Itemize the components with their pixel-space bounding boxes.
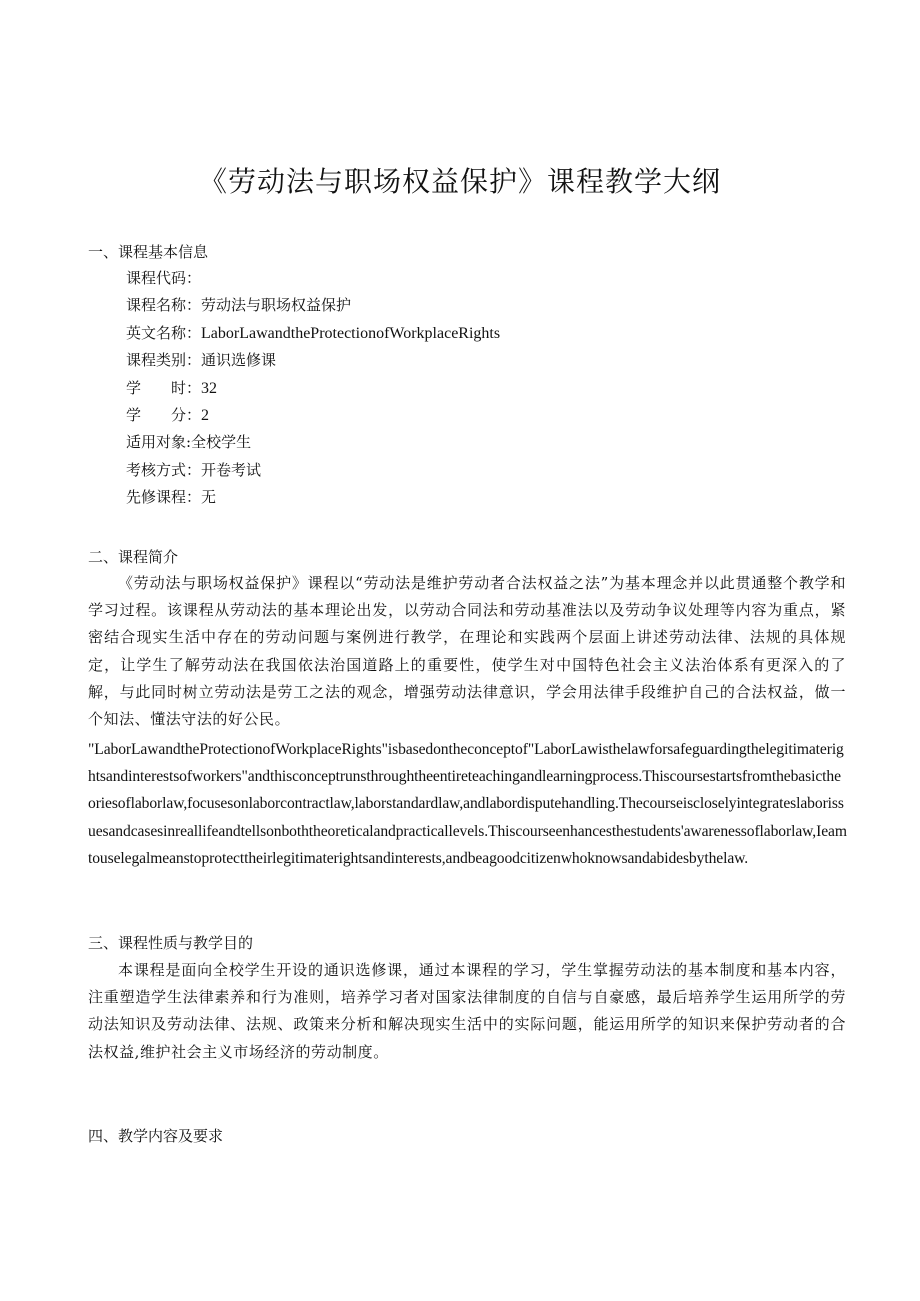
section-heading-nature: 三、课程性质与教学目的 xyxy=(88,934,254,952)
info-row-credits xyxy=(126,404,500,431)
info-label: 英文名称： xyxy=(126,323,202,342)
info-value: 32 xyxy=(201,379,218,397)
info-row-course-code xyxy=(126,267,500,294)
info-value: 无 xyxy=(201,488,217,507)
info-label: 课程类别： xyxy=(126,351,202,370)
info-value: 开卷考试 xyxy=(201,460,262,479)
info-row-course-type xyxy=(126,349,500,376)
document-title: 《劳动法与职场权益保护》课程教学大纲 xyxy=(198,165,721,198)
info-row-course-name xyxy=(126,294,500,321)
info-value: 全校学生 xyxy=(191,433,252,452)
info-row-prerequisites xyxy=(126,486,500,513)
info-label: 考核方式： xyxy=(126,460,202,479)
section-heading-content: 四、教学内容及要求 xyxy=(88,1127,224,1145)
nature-paragraph-chinese: 本课程是面向全校学生开设的通识选修课，通过本课程的学习，学生掌握劳动法的基本制度和基本内容，注重塑造学生法律素养和行为准则，培养学习者对国家法律制度的自信与自豪感，最后培养学生运用所学的劳动法知识及劳动法律、法规、政策来分析和解决现实生活中的实际问题，能运用所学的知识来保护劳动者的合法权益,维护社会主义市场经济的劳动制度。 xyxy=(88,961,846,1061)
info-value: 2 xyxy=(201,406,210,424)
intro-paragraph-chinese: 《劳动法与职场权益保护》课程以“劳动法是维护劳动者合法权益之法”为基本理念并以此贯通整个教学和学习过程。该课程从劳动法的基本理论出发，以劳动合同法和劳动基准法以及劳动争议处理等内容为重点，紧密结合现实生活中存在的劳动问题与案例进行教学，在理论和实践两个层面上讲述劳动法律、法规的具体规定，让学生了解劳动法在我国依法治国道路上的重要性，使学生对中国特色社会主义法治体系有更深入的了解，与此同时树立劳动法是劳工之法的观念，增强劳动法律意识，学会用法律手段维护自己的合法权益，做一个知法、懂法守法的好公民。 xyxy=(88,574,846,729)
info-label: 学 分： xyxy=(126,405,202,424)
info-value: 通识选修课 xyxy=(201,351,277,370)
info-value: 劳动法与职场权益保护 xyxy=(201,296,352,315)
basic-info-list xyxy=(126,267,500,514)
info-row-assessment xyxy=(126,459,500,486)
info-label: 课程名称： xyxy=(126,296,202,315)
intro-paragraph-english: "LaborLawandtheProtectionofWorkplaceRights"isbasedontheconceptof"LaborLawisthelawforsafeguardingthelegitimaterightsandinterestsofworkers"andthisconceptrunsthroughtheentireteachingandlearningprocess.Thiscoursestartsfromthebasictheoriesoflaborlaw,focusesonlaborcontractlaw,laborstandardlaw,andlabordisputehandling.Thecourseiscloselyintegrateslaborissuesandcasesinreallifeandtellsonboththeoreticalandpracticallevels.Thiscourseenhancesthestudents'awarenessoflaborlaw,Ieamtouselegalmeanstoprotecttheirlegitimaterightsandinterests,andbeagoodcitizenwhoknowsandabidesbythelaw. xyxy=(88,741,847,867)
info-label: 课程代码： xyxy=(126,269,202,287)
info-label: 适用对象: xyxy=(126,433,192,452)
info-label: 学 时： xyxy=(126,378,202,397)
info-row-english-name xyxy=(126,322,500,349)
section-heading-basic-info: 一、课程基本信息 xyxy=(88,243,209,261)
info-label: 先修课程： xyxy=(126,488,202,507)
info-row-hours xyxy=(126,377,500,404)
info-row-audience xyxy=(126,431,500,458)
section-heading-intro: 二、课程简介 xyxy=(88,548,179,566)
info-value: LaborLawandtheProtectionofWorkplaceRights xyxy=(201,324,501,342)
